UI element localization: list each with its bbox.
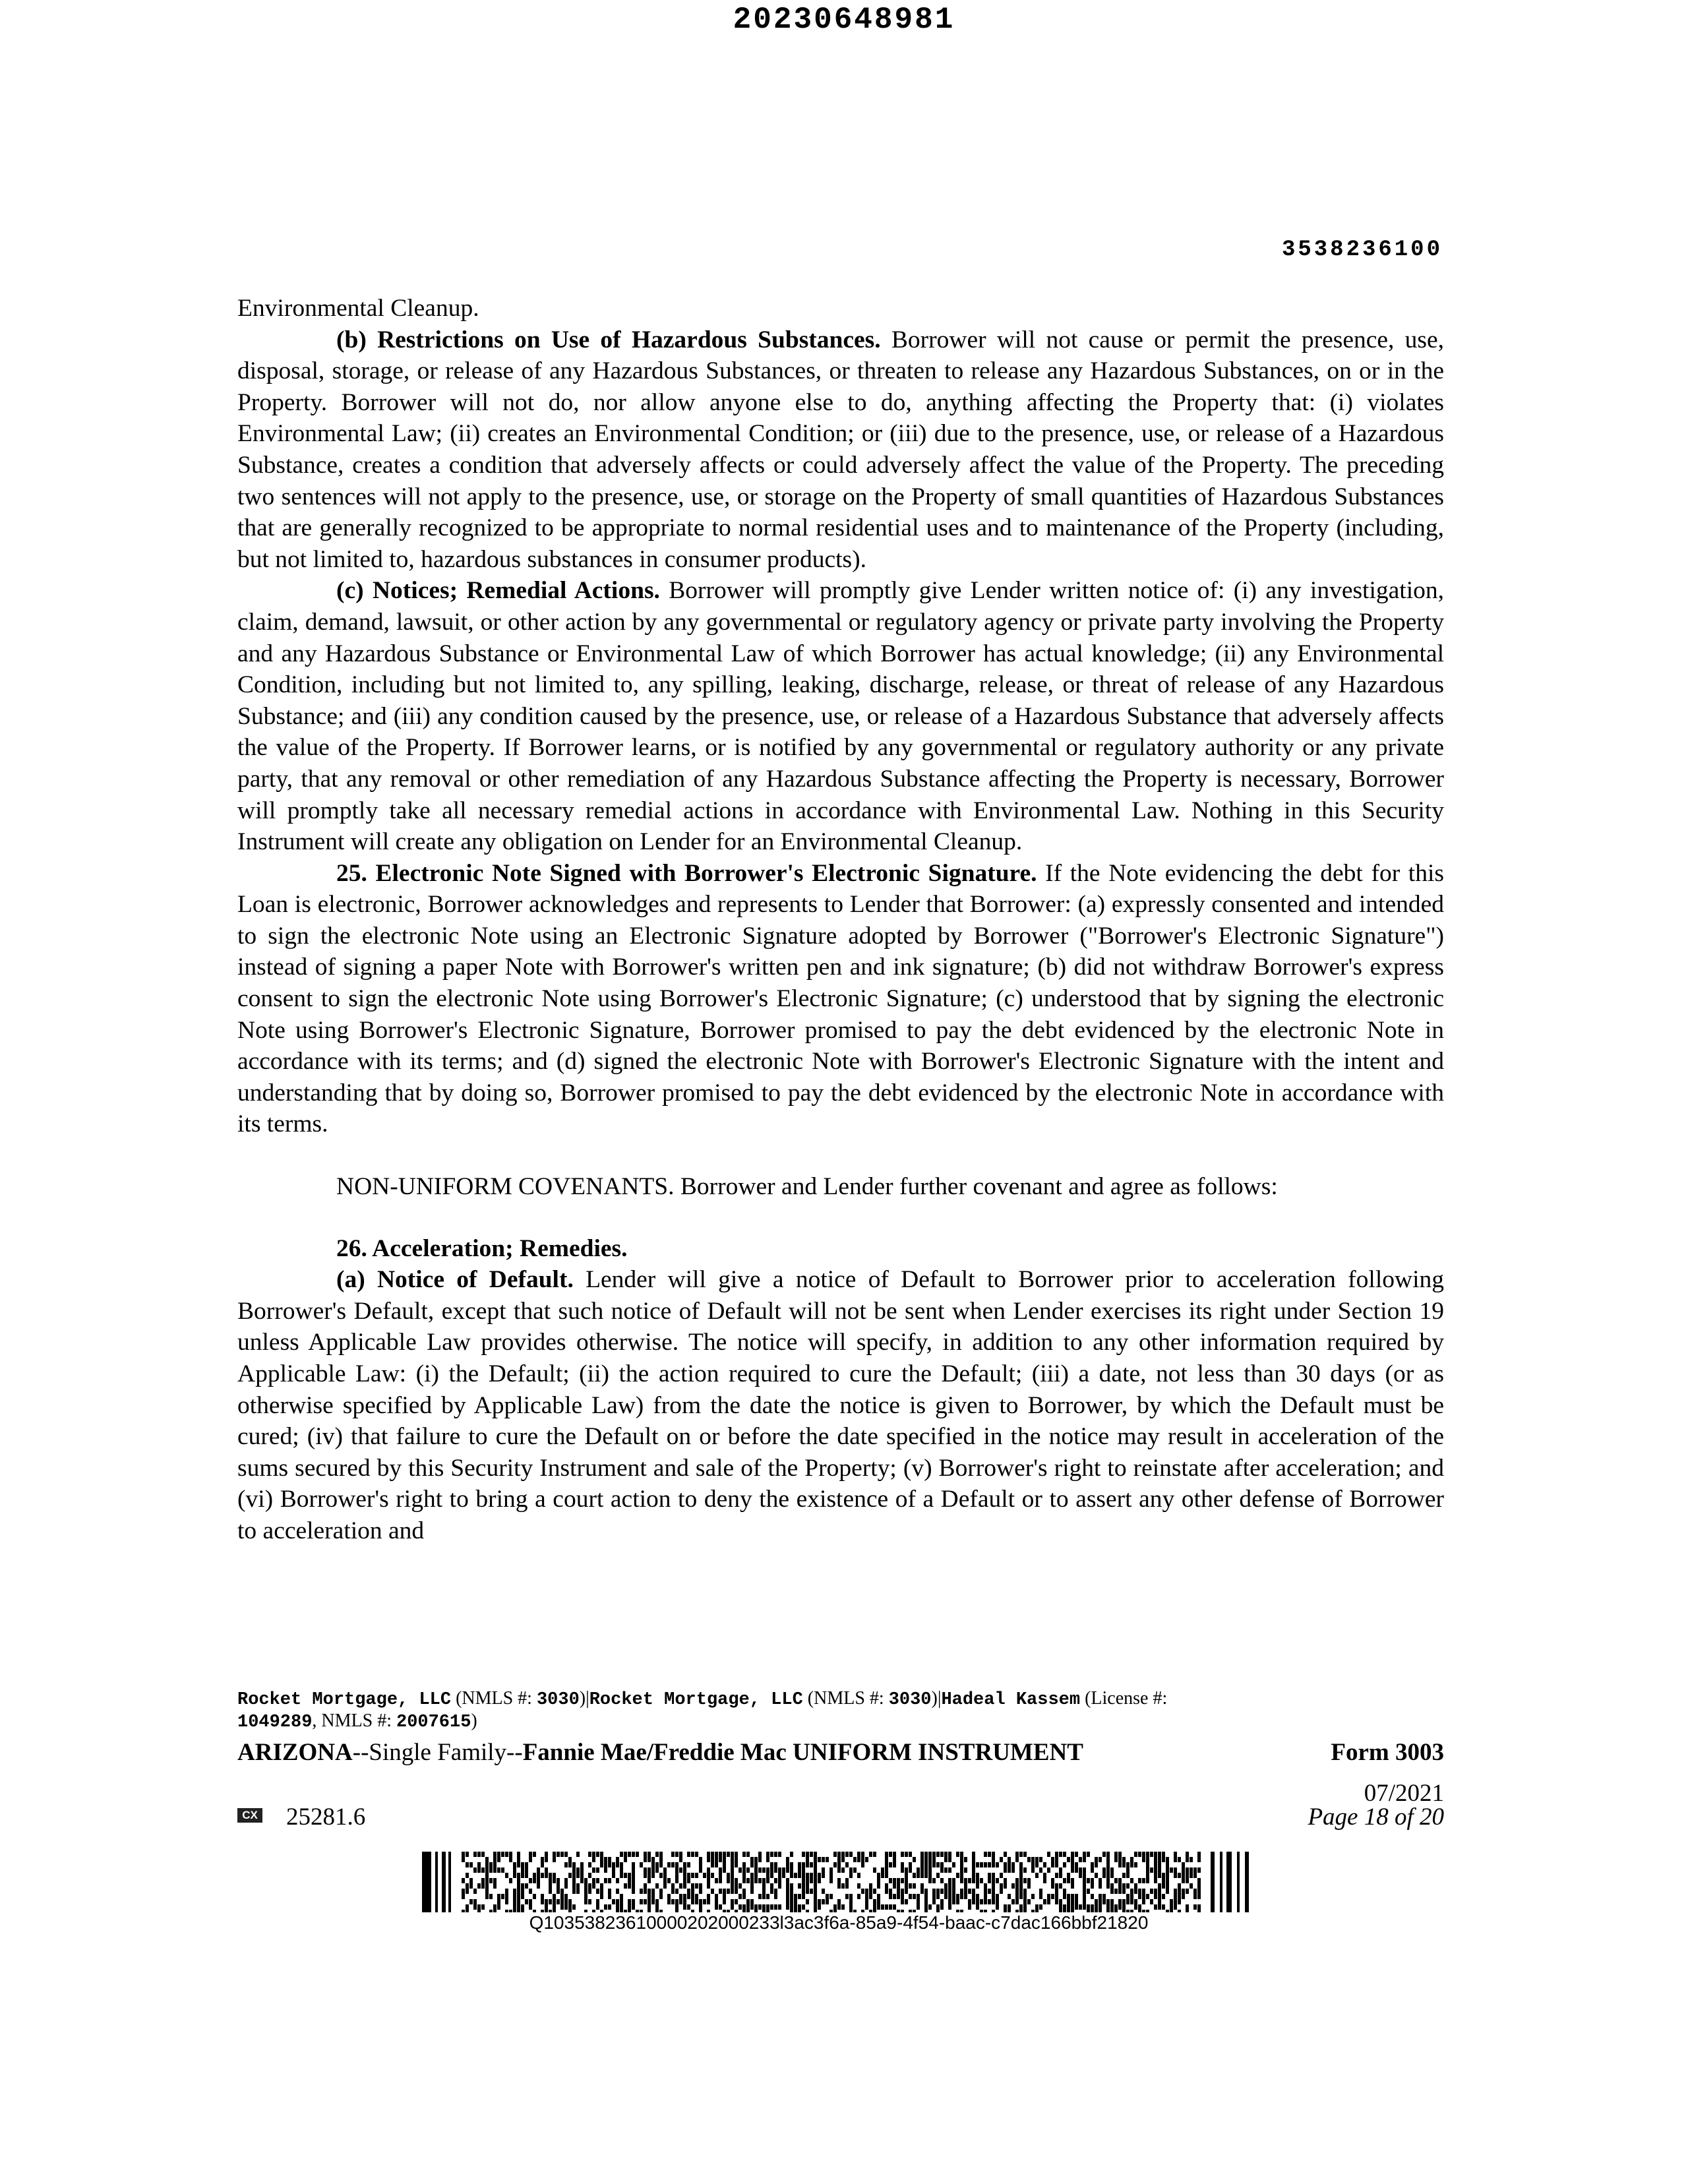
reference-row	[237, 1803, 1444, 1832]
form-number: Form 3003	[1331, 1739, 1444, 1766]
paragraph-acceleration-heading	[237, 1233, 1444, 1265]
barcode-image	[422, 1852, 1255, 1912]
section-heading: (b) Restrictions on Use of Hazardous Substances.	[336, 326, 881, 353]
paragraph-text: Lender will give a notice of Default to Borrower prior to acceleration following Borrower's Default, except that such notice of Default will not be sent when Lender exercises its right under Section 19 unless Applicable Law provides otherwise. The notice will specify, in addition to any other information required by Applicable Law: (i) the Default; (ii) the action required to cure the Default; (iii) a date, not less than 30 days (or as otherwise specified by Applicable Law) from the date the notice is given to Borrower, by which the Default must be cured; (iv) that failure to cure the Default on or before the date specified in the notice may result in acceleration of the sums secured by this Security Instrument and sale of the Property; (v) Borrower's right to reinstate after acceleration; and (vi) Borrower's right to bring a court action to deny the existence of a Default or to assert any other defense of Borrower to acceleration and	[237, 1266, 1444, 1544]
form-title-row	[237, 1738, 1444, 1770]
loan-number: 3538236100	[1281, 237, 1443, 262]
document-number: 20230648981	[733, 3, 955, 37]
page-number: Page 18 of 20	[1308, 1804, 1444, 1831]
paragraph-non-uniform-covenants: NON-UNIFORM COVENANTS. Borrower and Lender further covenant and agree as follows:	[336, 1173, 1278, 1201]
nmls-number: 2007615	[396, 1713, 471, 1732]
license-number: 1049289	[237, 1713, 313, 1732]
nmls-label: , NMLS #:	[312, 1711, 396, 1731]
license-label: (License #:	[1080, 1688, 1168, 1709]
section-heading: (a) Notice of Default.	[336, 1266, 574, 1294]
nmls-label: (NMLS #:	[802, 1688, 889, 1709]
paragraph-notices	[237, 575, 1444, 857]
nmls-number: 3030	[888, 1690, 932, 1710]
originator-name: Hadeal Kassem	[941, 1690, 1081, 1710]
paragraph-text: Borrower will not cause or permit the presence, use, disposal, storage, or release of any Hazardous Substances, or threaten to release any Hazardous Substances, on or in the Property. Borrower will not do, nor allow anyone else to do, anything affecting the Property that: (i) violates Environmental Law; (ii) creates an Environmental Condition; or (iii) due to the presence, use, or release of a Hazardous Substance, creates a condition that adversely affects or could adversely affect the value of the Property. The preceding two sentences will not apply to the presence, use, or storage on the Property of small quantities of Hazardous Substances that are generally recognized to be appropriate to normal residential uses and to maintenance of the Property (including, but not limited to, hazardous substances in consumer products).	[237, 326, 1444, 573]
section-heading: 25. Electronic Note Signed with Borrower's Electronic Signature.	[336, 859, 1037, 887]
reference-code: 25281.6	[286, 1804, 366, 1831]
section-heading: 26. Acceleration; Remedies.	[336, 1234, 628, 1262]
lender-name: Rocket Mortgage, LLC	[237, 1690, 452, 1710]
state-name: ARIZONA	[237, 1739, 353, 1766]
section-heading: (c) Notices; Remedial Actions.	[336, 577, 660, 605]
paragraph-text: Borrower will promptly give Lender written notice of: (i) any investigation, claim, demand, lawsuit, or other action by any governmental or regulatory agency or private party involving the Property and any Hazardous Substance or Environmental Law of which Borrower has actual knowledge; (ii) any Environmental Condition, including but not limited to, any spilling, leaking, discharge, release, or threat of release of any Hazardous Substance; and (iii) any condition caused by the presence, use, or release of a Hazardous Substance that adversely affects the value of the Property. If Borrower learns, or is notified by any governmental or regulatory authority or any private party, that any removal or other remediation of any Hazardous Substance affecting the Property is necessary, Borrower will promptly take all necessary remedial actions in accordance with Environmental Law. Nothing in this Security Instrument will create any obligation on Lender for an Environmental Cleanup.	[237, 577, 1444, 856]
form-type: --Single Family--	[352, 1739, 523, 1766]
barcode-text: Q10353823610000202000233l3ac3f6a-85a9-4f54-baac-c7dac166bbf21820	[529, 1912, 1149, 1933]
paragraph-text: If the Note evidencing the debt for this Loan is electronic, Borrower acknowledges and represents to Lender that Borrower: (a) expressly consented and intended to sign the electronic Note using an Electronic Signature adopted by Borrower ("Borrower's Electronic Signature") instead of signing a paper Note with Borrower's written pen and ink signature; (b) did not withdraw Borrower's express consent to sign the electronic Note using Borrower's Electronic Signature; (c) understood that by signing the electronic Note using Borrower's Electronic Signature, Borrower promised to pay the debt evidenced by the electronic Note in accordance with its terms; and (d) signed the electronic Note with Borrower's Electronic Signature with the intent and understanding that by doing so, Borrower promised to pay the debt evidenced by the electronic Note in accordance with its terms.	[237, 859, 1444, 1138]
paragraph-electronic-note	[237, 858, 1444, 1140]
nmls-label: (NMLS #:	[451, 1688, 537, 1709]
form-date: 07/2021	[1364, 1780, 1444, 1807]
paragraph-restrictions	[237, 324, 1444, 576]
originator-info: Rocket Mortgage, LLC (NMLS #: 3030)|Rocket Mortgage, LLC (NMLS #: 3030)|Hadeal Kassem (License #: 1049289, NMLS #: 2007615)	[237, 1688, 1168, 1732]
form-instrument: Fannie Mae/Freddie Mac UNIFORM INSTRUMENT	[522, 1739, 1083, 1766]
lender-name: Rocket Mortgage, LLC	[589, 1690, 803, 1710]
document-body	[237, 293, 1444, 1547]
paragraph-continuation: Environmental Cleanup.	[237, 295, 479, 322]
cx-logo-icon: CX	[237, 1808, 262, 1823]
page-footer	[237, 1688, 1444, 1770]
nmls-number: 3030	[536, 1690, 580, 1710]
form-title	[237, 1738, 1083, 1767]
paragraph-notice-of-default	[237, 1264, 1444, 1546]
